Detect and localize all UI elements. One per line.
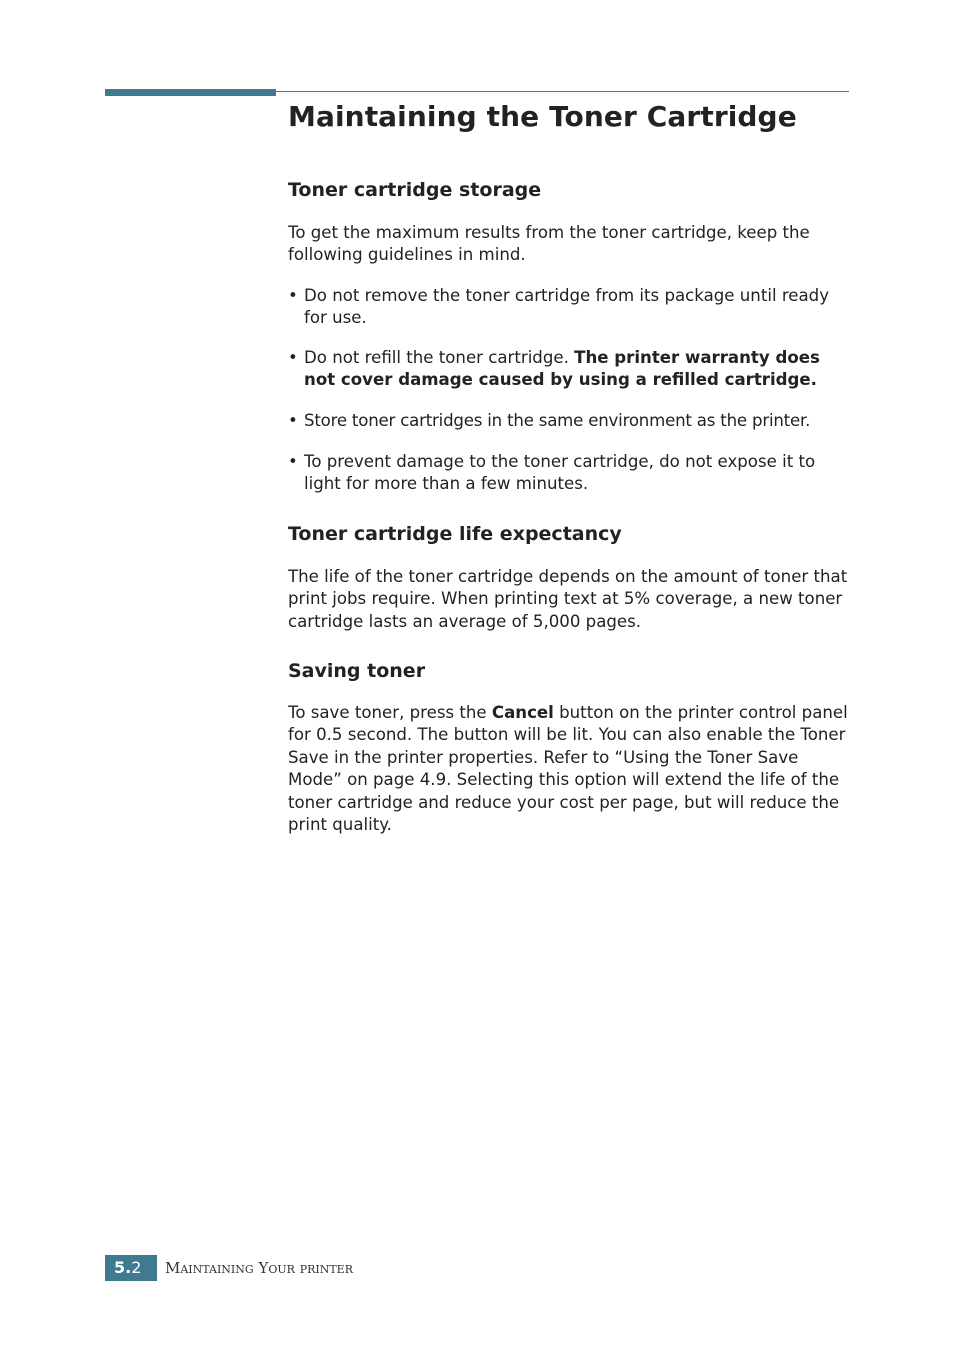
section-heading-life: Toner cartridge life expectancy: [288, 523, 622, 545]
list-item-text: [288, 347, 850, 392]
header-rule-thick: [105, 89, 276, 96]
saving-body: [288, 702, 850, 836]
list-item: [288, 347, 850, 392]
section-heading-storage: Toner cartridge storage: [288, 179, 542, 201]
page-number-badge: [105, 1255, 157, 1281]
storage-intro: To get the maximum results from the toner cartridge, keep the following guidelines in mind.: [288, 223, 810, 265]
bullet-icon: •: [288, 286, 298, 305]
saving-body-post: button on the printer control panel for 0.5 second. The button will be lit. You can also enable the Toner Save in the printer properties. Refer to “Using the Toner Save Mode” on page 4.9. Selecting this option will extend the life of the toner cartridge and reduce your cost per page, but will reduce the print quality.: [288, 703, 848, 835]
list-item: [288, 410, 850, 432]
cancel-button-label: Cancel: [491, 703, 554, 722]
section-heading-saving: Saving toner: [288, 660, 426, 682]
page-number-minor: 2: [131, 1258, 142, 1277]
header-rule-thin: [276, 91, 849, 92]
list-item-text: To prevent damage to the toner cartridge, do not expose it to light for more than a few minutes.: [304, 452, 816, 494]
bullet-icon: •: [288, 411, 298, 430]
bullet-icon: •: [288, 452, 298, 471]
life-body: The life of the toner cartridge depends on the amount of toner that print jobs require. When printing text at 5% coverage, a new toner cartridge lasts an average of 5,000 pages.: [288, 567, 848, 631]
list-item: [288, 285, 850, 330]
list-item: [288, 451, 850, 496]
bullet-icon: •: [288, 348, 298, 367]
saving-body-pre: To save toner, press the: [288, 703, 492, 722]
page-title: Maintaining the Toner Cartridge: [288, 100, 797, 133]
list-item-text: Store toner cartridges in the same environment as the printer.: [304, 411, 811, 430]
warranty-warning: The printer warranty does not cover damage caused by using a refilled cartridge.: [304, 348, 820, 390]
page-number-major: 5.: [114, 1258, 132, 1277]
list-item-text-plain: Do not refill the toner cartridge.: [304, 348, 575, 367]
chapter-title: Maintaining Your printer: [165, 1259, 353, 1277]
list-item-text: Do not remove the toner cartridge from its package until ready for use.: [304, 286, 830, 328]
